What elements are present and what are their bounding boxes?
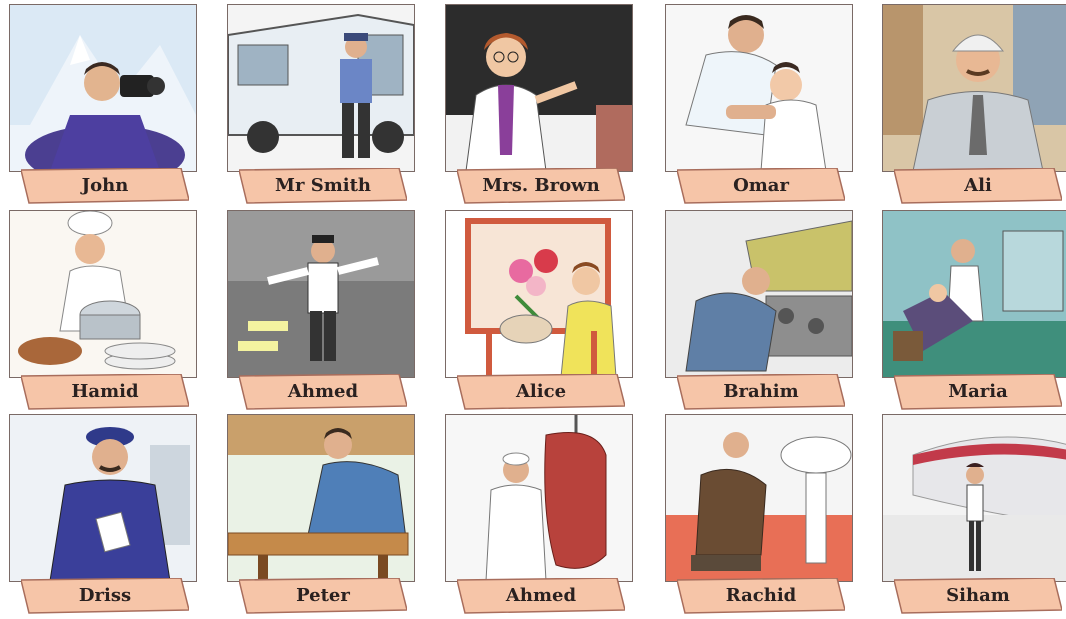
- name-tag: [677, 374, 845, 410]
- card-siham: [882, 414, 1066, 619]
- name-label: Ahmed: [505, 585, 577, 606]
- name-tag: [894, 578, 1062, 614]
- cook-picture: [9, 210, 197, 378]
- name-label: Peter: [296, 585, 350, 606]
- photographer-picture: [9, 4, 197, 172]
- bus-driver-picture: [227, 4, 415, 172]
- name-tag: [894, 168, 1062, 204]
- painter-picture: [445, 210, 633, 378]
- name-label: Ali: [964, 175, 992, 196]
- name-tag: [239, 374, 407, 410]
- name-tag: [21, 168, 189, 204]
- name-tag: [457, 374, 625, 410]
- card-ahmed-police: [227, 210, 417, 415]
- teacher-picture: [445, 4, 633, 172]
- name-tag: [457, 578, 625, 614]
- dentist-picture: [882, 210, 1066, 378]
- name-tag: [677, 168, 845, 204]
- card-rachid: [665, 414, 855, 619]
- card-ali: [882, 4, 1066, 209]
- butcher-picture: [445, 414, 633, 582]
- card-hamid: [9, 210, 199, 415]
- card-mr-smith: [227, 4, 417, 209]
- engineer-picture: [882, 4, 1066, 172]
- flight-attendant-picture: [882, 414, 1066, 582]
- card-peter: [227, 414, 417, 619]
- name-label: Alice: [515, 381, 567, 402]
- name-label: Ahmed: [287, 381, 359, 402]
- card-maria: [882, 210, 1066, 415]
- name-label: Maria: [948, 381, 1008, 402]
- name-label: John: [81, 175, 129, 196]
- name-label: Brahim: [723, 381, 799, 402]
- name-label: Omar: [733, 175, 789, 196]
- name-label: Mrs. Brown: [482, 175, 600, 196]
- card-omar: [665, 4, 855, 209]
- name-tag: [457, 168, 625, 204]
- doctor-picture: [665, 4, 853, 172]
- name-tag: [239, 168, 407, 204]
- policeman-picture: [227, 210, 415, 378]
- name-label: Rachid: [725, 585, 797, 606]
- mechanic-picture: [665, 210, 853, 378]
- name-tag: [21, 374, 189, 410]
- postman-picture: [9, 414, 197, 582]
- name-label: Hamid: [71, 381, 139, 402]
- name-tag: [894, 374, 1062, 410]
- plumber-picture: [665, 414, 853, 582]
- name-tag: [21, 578, 189, 614]
- carpenter-picture: [227, 414, 415, 582]
- card-mrs-brown: [445, 4, 635, 209]
- card-alice: [445, 210, 635, 415]
- name-tag: [239, 578, 407, 614]
- name-label: Driss: [78, 585, 132, 606]
- card-john: [9, 4, 199, 209]
- card-driss: [9, 414, 199, 619]
- name-label: Mr Smith: [275, 175, 371, 196]
- name-label: Siham: [946, 585, 1010, 606]
- card-ahmed-butcher: [445, 414, 635, 619]
- name-tag: [677, 578, 845, 614]
- card-brahim: [665, 210, 855, 415]
